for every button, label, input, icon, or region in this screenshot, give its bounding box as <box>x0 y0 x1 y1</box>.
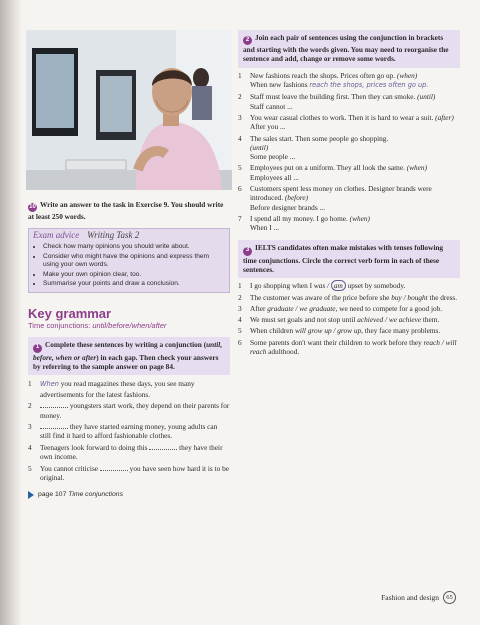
verb-option[interactable]: graduate / we graduate <box>267 303 336 313</box>
exam-advice-label: Exam advice <box>33 229 80 240</box>
item-text: Some parents don't want their children to work before they <box>250 337 424 347</box>
item-start: Employees all ... <box>250 172 299 182</box>
exercise-number-badge: 3 <box>243 247 252 256</box>
exercise-10 <box>28 200 230 222</box>
list-item <box>28 379 230 399</box>
item-text: The customer was aware of the price before she <box>250 292 392 302</box>
instruction-text: Join each pair of sentences using the conjunction in brackets and starting with the words given. You may need to reorganise the sentence and add, change or remove some words. <box>243 33 449 64</box>
item-number: 1 <box>238 281 242 291</box>
answer-gap[interactable] <box>100 464 128 471</box>
instruction-part: ) in each gap. Then check your answers by referring to the sample answer on page 84. <box>33 352 219 371</box>
answer-gap[interactable] <box>149 443 177 450</box>
list-item <box>238 214 460 233</box>
item-start: Before designer brands ... <box>250 202 325 212</box>
list-item <box>238 281 460 290</box>
item-text: adulthood. <box>266 347 300 356</box>
item-text: them. <box>421 315 440 325</box>
exercise-2-items <box>238 71 460 233</box>
item-text: Customers spent less money on clothes. Designer brands were introduced. <box>250 184 432 203</box>
exercise-number-badge: 1 <box>33 344 42 353</box>
list-item <box>238 92 460 111</box>
exam-advice-task: Writing Task 2 <box>87 229 140 240</box>
verb-option[interactable]: will grow up / grow up <box>294 326 362 336</box>
item-number: 2 <box>28 401 32 411</box>
handwritten-answer[interactable]: reach the shops, prices often go up. <box>309 81 429 90</box>
item-number: 5 <box>238 326 242 336</box>
list-item <box>238 134 460 162</box>
reference-topic: Time conjunctions <box>68 491 123 499</box>
exam-advice-list <box>33 243 225 289</box>
handwritten-answer[interactable]: When <box>40 380 59 389</box>
item-text: they have their own income. <box>40 442 223 462</box>
exam-advice-bullet: • Make your own opinion clear, too. <box>43 271 225 280</box>
list-item <box>238 113 460 132</box>
arrow-right-icon <box>28 491 34 499</box>
item-number: 4 <box>238 315 242 325</box>
verb-option[interactable]: was / <box>313 281 331 291</box>
item-text: the dress. <box>427 292 458 302</box>
exercise-2-instruction <box>238 30 460 68</box>
photo-illustration <box>26 30 232 190</box>
item-number: 5 <box>28 463 32 473</box>
verb-option[interactable]: achieved / we achieve <box>357 315 422 325</box>
item-text: they have started earning money, young adults can still find it hard to afford fashionable clothes. <box>40 422 218 441</box>
item-number: 2 <box>238 292 242 302</box>
item-text: New fashions reach the shops. Prices often go up. <box>250 70 396 80</box>
item-conjunction: (when) <box>406 163 427 173</box>
reference-page: page 107 <box>38 491 67 499</box>
list-item <box>238 184 460 212</box>
item-text: Staff must leave the building first. Then they can smoke. <box>250 92 416 102</box>
item-number: 1 <box>28 379 32 389</box>
item-text: youngsters start work, they depend on their parents for money. <box>40 401 230 420</box>
list-item <box>238 71 460 91</box>
item-conjunction: (when) <box>396 70 418 80</box>
exam-advice-bullet: • Check how many opinions you should write about. <box>43 243 225 252</box>
item-number: 3 <box>28 422 32 432</box>
list-item <box>238 338 460 357</box>
item-text: I spend all my money. I go home. <box>250 213 348 223</box>
list-item <box>238 326 460 335</box>
exam-advice-box <box>28 228 230 293</box>
exercise-3-items <box>238 281 460 356</box>
key-grammar-subtitle-prefix: Time conjunctions: <box>28 320 93 330</box>
book-spine-shadow <box>0 0 22 625</box>
key-grammar-subtitle-conj: until/before/when/after <box>92 320 167 330</box>
verb-option[interactable]: buy / bought <box>391 292 428 302</box>
item-text: After <box>250 303 268 313</box>
circled-verb-option[interactable]: am <box>331 280 346 291</box>
item-text: , we need to compete for a good job. <box>335 303 443 313</box>
item-number: 3 <box>238 112 242 122</box>
chapter-title: Fashion and design <box>381 593 439 602</box>
item-text: I go shopping when I <box>250 281 314 291</box>
item-number: 4 <box>238 133 242 143</box>
list-item <box>238 293 460 302</box>
list-item <box>28 443 230 462</box>
item-number: 1 <box>238 70 242 80</box>
exercise-number-badge: 10 <box>28 203 37 212</box>
key-grammar-heading: Key grammar <box>28 305 112 321</box>
exercise-3-instruction <box>238 240 460 278</box>
item-text: upset by somebody. <box>345 281 406 291</box>
answer-gap[interactable] <box>40 401 68 408</box>
exercise-1-items <box>28 379 230 482</box>
exercise-number-badge: 2 <box>243 36 252 45</box>
item-text: Teenagers look forward to doing this <box>40 442 150 452</box>
key-grammar-subtitle <box>28 321 230 330</box>
item-text: We must set goals and not stop until <box>250 315 358 325</box>
verb-option[interactable]: reach / will reach <box>250 337 457 356</box>
item-start: Some people ... <box>250 152 296 162</box>
instruction-conjunctions: until, before, when or after <box>33 340 223 362</box>
list-item <box>28 401 230 420</box>
item-start: Staff cannot ... <box>250 101 293 111</box>
item-start: When new fashions <box>250 80 308 90</box>
page-number: 65 <box>443 591 456 604</box>
instruction-part: Complete these sentences by writing a conjunction ( <box>45 340 207 350</box>
item-text: you read magazines these days, you see many advertisements for the latest fashions. <box>40 379 195 399</box>
exam-advice-bullet: • Summarise your points and draw a conclusion. <box>43 280 225 289</box>
right-column <box>238 30 460 356</box>
list-item <box>238 315 460 324</box>
item-number: 6 <box>238 337 242 347</box>
item-start: After you ... <box>250 122 286 132</box>
item-number: 5 <box>238 163 242 173</box>
item-start: When I ... <box>250 223 279 233</box>
item-conjunction: (after) <box>435 112 454 122</box>
item-number: 3 <box>238 303 242 313</box>
item-number: 2 <box>238 92 242 102</box>
list-item <box>238 304 460 313</box>
item-text: You cannot criticise <box>40 463 100 473</box>
list-item <box>238 163 460 182</box>
instruction-text: IELTS candidates often make mistakes with tenses following time conjunctions. Circle the correct verb form in each of these sentences. <box>243 243 444 274</box>
office-worker-photo <box>26 30 232 190</box>
item-text: The sales start. Then some people go shopping. <box>250 133 389 143</box>
item-conjunction: (until) <box>250 142 269 152</box>
item-number: 6 <box>238 184 242 193</box>
page-footer <box>381 591 456 604</box>
list-item <box>28 464 230 483</box>
item-conjunction: (when) <box>349 213 370 223</box>
item-text: , they face many problems. <box>361 326 441 336</box>
list-item <box>28 422 230 441</box>
item-number: 7 <box>238 213 242 223</box>
item-text: Employees put on a uniform. They all look the same. <box>250 163 405 173</box>
exam-advice-bullet: • Consider who might have the opinions and express them using your own words. <box>43 253 225 270</box>
item-conjunction: (before) <box>284 193 309 203</box>
item-text: You wear casual clothes to work. Then it is hard to wear a suit. <box>250 112 434 122</box>
item-conjunction: (until) <box>417 92 436 102</box>
exercise-1-instruction <box>28 337 230 375</box>
exercise-10-text: Write an answer to the task in Exercise 9. You should write at least 250 words. <box>28 200 224 222</box>
item-number: 4 <box>28 442 32 452</box>
item-text: When children <box>250 326 295 336</box>
answer-gap[interactable] <box>40 422 68 429</box>
left-column <box>28 200 230 500</box>
item-text: you have seen how hard it is to be original. <box>40 463 229 483</box>
cross-reference[interactable] <box>28 490 230 499</box>
